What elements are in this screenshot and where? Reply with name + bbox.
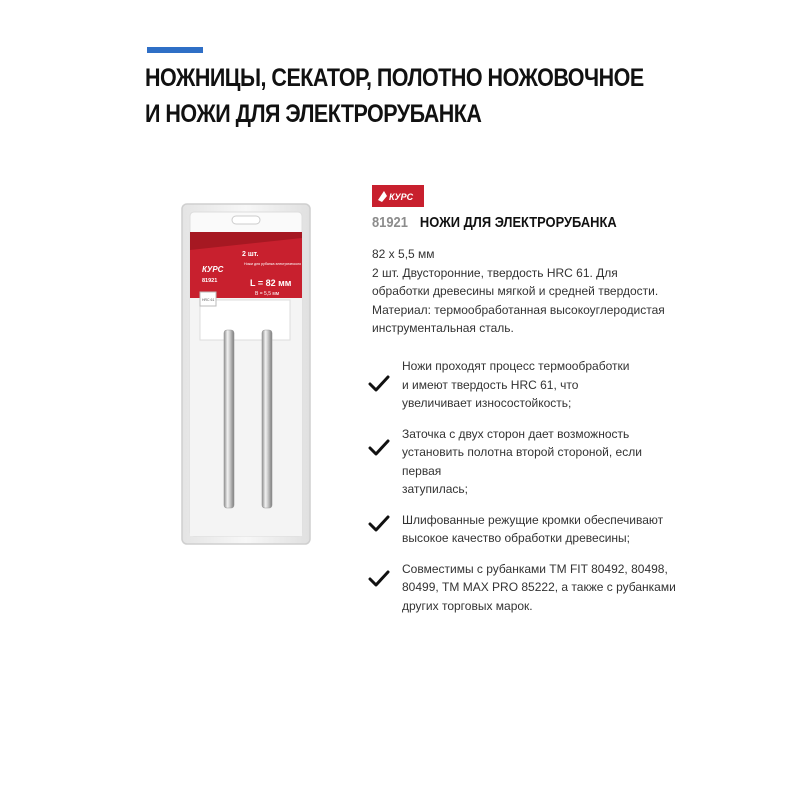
feature-line: высокое качество обработки древесины; [402, 531, 630, 545]
brand-logo [372, 185, 424, 207]
accent-bar [147, 47, 203, 53]
feature-line: Шлифованные режущие кромки обеспечивают [402, 512, 664, 527]
feature-line: других торговых марок. [402, 598, 533, 613]
feature-line: затупилась; [402, 482, 469, 496]
page-heading [145, 60, 644, 132]
feature-line: и имеют твердость HRC 61, что [402, 377, 579, 392]
product-name: НОЖИ ДЛЯ ЭЛЕКТРОРУБАНКА [419, 214, 617, 231]
package-brand: КУРС [202, 265, 224, 274]
description-line: инструментальная сталь. [372, 321, 514, 335]
description-line: обработки древесины мягкой и средней твердости. [372, 284, 659, 298]
brand-logo-text: КУРС [389, 192, 414, 202]
description-line: 82 х 5,5 мм [372, 247, 435, 261]
blade-left [224, 330, 234, 508]
heading-line-1: НОЖНИЦЫ, СЕКАТОР, ПОЛОТНО НОЖОВОЧНОЕ [145, 64, 644, 92]
product-package-image [180, 202, 312, 546]
package-count: 2 шт. [242, 251, 259, 258]
package-hardness: HRC 61 [202, 298, 215, 302]
feature-line: Совместимы с рубанками ТМ FIT 80492, 80498, [402, 561, 668, 576]
description-line: 2 шт. Двусторонние, твердость HRC 61. Для [372, 265, 618, 280]
feature-item [368, 425, 678, 499]
package-article: 81921 [202, 278, 218, 284]
feature-item [368, 357, 678, 413]
check-icon [368, 515, 390, 533]
feature-line: 80499, ТМ MAX PRO 85222, а также с рубанками [402, 580, 676, 594]
package-type: Ножи для рубанка электрического [244, 262, 302, 266]
feature-list [368, 357, 678, 615]
product-description [372, 245, 692, 338]
heading-line-2: И НОЖИ ДЛЯ ЭЛЕКТРОРУБАНКА [145, 100, 482, 128]
feature-item [368, 511, 678, 548]
package-width: B = 5,5 мм [255, 291, 280, 297]
check-icon [368, 570, 390, 588]
feature-line: увеличивает износостойкость; [402, 396, 572, 410]
check-icon [368, 375, 390, 393]
product-title-line [372, 214, 617, 231]
description-line: Материал: термообработанная высокоуглеродистая [372, 302, 665, 317]
blade-right [262, 330, 272, 508]
feature-item [368, 560, 678, 616]
feature-line: Ножи проходят процесс термообработки [402, 359, 630, 373]
check-icon [368, 439, 390, 457]
article-number: 81921 [372, 214, 408, 231]
feature-line: установить полотна второй стороной, если первая [402, 445, 642, 478]
feature-line: Заточка с двух сторон дает возможность [402, 426, 630, 441]
package-length: L = 82 мм [250, 278, 292, 288]
